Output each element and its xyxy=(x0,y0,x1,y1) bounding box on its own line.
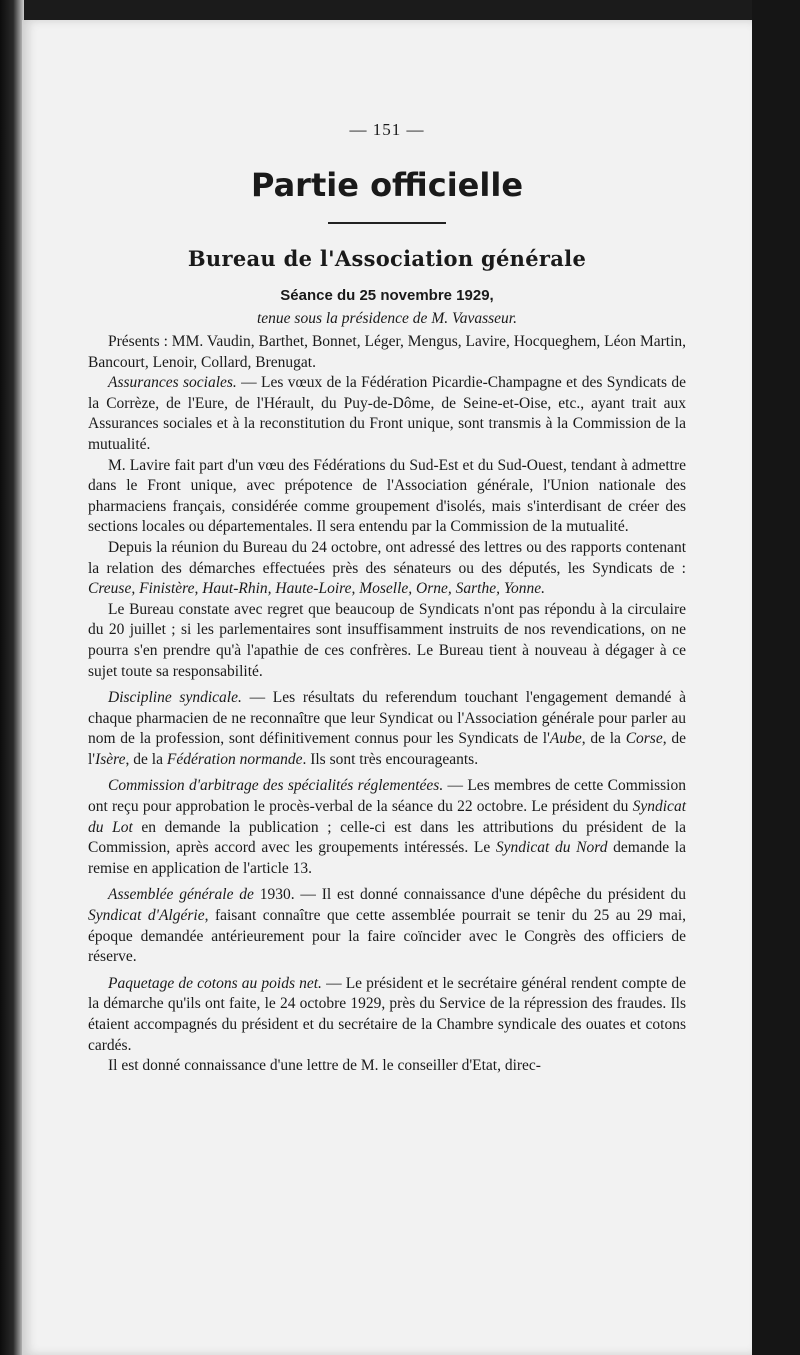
reunion-paragraph xyxy=(88,538,686,600)
commission-text-c: demande la remise en application de l'article 13. xyxy=(88,839,686,877)
section-heading: Bureau de l'Association générale xyxy=(187,246,587,271)
scan-background xyxy=(752,0,800,1355)
document-page xyxy=(22,20,752,1355)
paquetage-heading: Paquetage de cotons au poids net. xyxy=(108,974,322,992)
page-content xyxy=(88,120,686,1077)
federation-normande-name: Fédération normande xyxy=(166,750,303,768)
discipline-heading: Discipline syndicale. xyxy=(108,689,242,707)
commission-text-b: en demande la publication ; celle-ci est dans les attributions du président de la Commission, après accord avec les groupements intéressés. Le xyxy=(88,818,686,857)
reunion-text: Depuis la réunion du Bureau du 24 octobre, ont adressé des lettres ou des rapports contenant la relation des démarches effectuées près des sénateurs ou des députés, les Syndicats de : xyxy=(88,538,686,577)
session-presidency: tenue sous la présidence de M. Vavasseur. xyxy=(256,310,517,327)
aube-name: Aube xyxy=(549,730,582,748)
assemblee-paragraph xyxy=(88,885,686,967)
corse-name: Corse xyxy=(625,730,663,748)
page-number: — 151 — xyxy=(349,120,425,139)
isere-name: Isère xyxy=(95,750,126,768)
attendees-paragraph: Présents : MM. Vaudin, Barthet, Bonnet, Léger, Mengus, Lavire, Hocqueghem, Léon Martin, Bancourt, Lenoir, Collard, Brenugat. xyxy=(88,333,686,371)
discipline-paragraph xyxy=(88,688,686,770)
discipline-text-b: , de la xyxy=(581,730,626,748)
lavire-paragraph: M. Lavire fait part d'un vœu des Fédérations du Sud-Est et du Sud-Ouest, tendant à admettre dans le Front unique, avec prépotence de l'Association générale, l'Union nationale des pharmaciens français, considérée comme groupement d'isolés, mais s'interdisant de créer des sections locales ou départementales. Il sera entendu par la Commission de la mutualité. xyxy=(88,456,686,536)
discipline-text-d: , de la xyxy=(125,750,167,768)
assurances-text: — Les vœux de la Fédération Picardie-Champagne et des Syndicats de la Corrèze, de l'Eure, de l'Hérault, du Puy-de-Dôme, de Seine-et-Oise, etc., ayant trait aux Assurances sociales et à la reconstitution du Front unique, sont transmis à la Commission de la mutualité. xyxy=(88,374,687,453)
final-paragraph: Il est donné connaissance d'une lettre de M. le conseiller d'Etat, direc- xyxy=(108,1057,541,1075)
discipline-text-e: . Ils sont très encourageants. xyxy=(302,750,479,768)
syndicates-list: Creuse, Finistère, Haut-Rhin, Haute-Loire, Moselle, Orne, Sarthe, Yonne. xyxy=(88,580,546,598)
assurances-paragraph xyxy=(88,373,686,455)
syndicat-algerie-name: Syndicat d'Algérie xyxy=(88,907,205,925)
title-underline xyxy=(328,222,446,224)
paquetage-text: — Le président et le secrétaire général rendent compte de la démarche qu'ils ont faite, le 24 octobre 1929, près du Service de la répression des fraudes. Ils étaient accompagnés du président et du secrétaire de la Chambre syndicale des ouates et cotons cardés. xyxy=(88,974,686,1054)
discipline-text-c: , de l' xyxy=(88,730,686,768)
commission-heading: Commission d'arbitrage des spécialités réglementées. xyxy=(108,777,444,795)
assemblee-text-a: 1930. — Il est donné connaissance d'une dépêche du président du xyxy=(253,886,687,904)
constate-paragraph: Le Bureau constate avec regret que beaucoup de Syndicats n'ont pas répondu à la circulaire du 20 juillet ; si les parlementaires sont insuffisamment instruits de nos revendications, on ne pourra s'en prendre qu'à l'apathie de ces confrères. Le Bureau tient à nouveau à dégager à ce sujet toute sa responsabilité. xyxy=(88,600,686,680)
assemblee-heading: Assemblée générale de xyxy=(108,886,254,904)
commission-text-a: — Les membres de cette Commission ont reçu pour approbation le procès-verbal de la séance du 22 octobre. Le président du xyxy=(88,777,686,816)
assurances-heading: Assurances sociales. xyxy=(108,374,237,392)
syndicat-lot-name: Syndicat du Lot xyxy=(88,798,686,836)
commission-paragraph xyxy=(88,776,686,879)
syndicat-nord-name: Syndicat du Nord xyxy=(495,839,608,857)
page-title: Partie officielle xyxy=(250,166,524,204)
paquetage-paragraph xyxy=(88,974,686,1056)
session-date: Séance du 25 novembre 1929, xyxy=(280,287,494,304)
discipline-text-a: — Les résultats du referendum touchant l'engagement demandé à chaque pharmacien de ne reconnaître que leur Syndicat ou l'Association générale pour parler au nom de la profession, sont définitivement connus pour les Syndicats de l' xyxy=(88,689,686,748)
assemblee-text-b: , faisant connaître que cette assemblée pourrait se tenir du 25 au 29 mai, époque demandée antérieurement pour la faire coïncider avec le Congrès des officiers de réserve. xyxy=(88,907,687,966)
book-gutter xyxy=(0,0,24,1355)
